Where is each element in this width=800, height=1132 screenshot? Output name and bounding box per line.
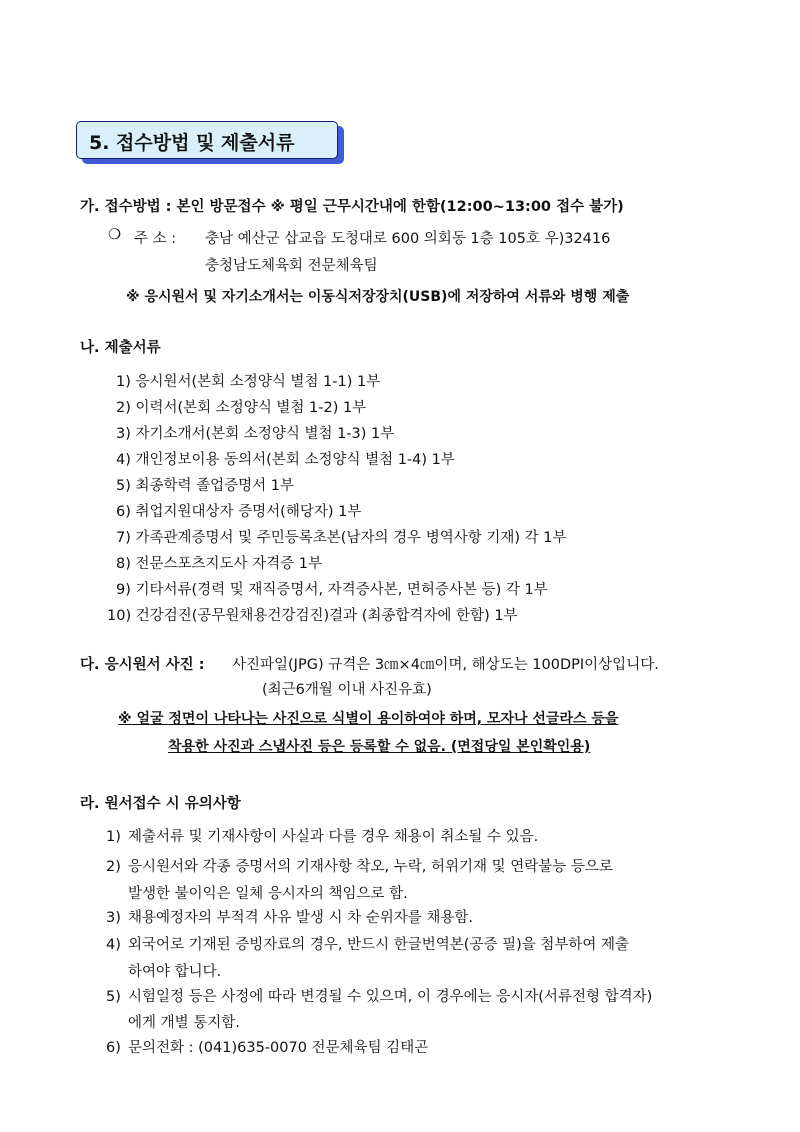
- list-item: 1) 제출서류 및 기재사항이 사실과 다를 경우 채용이 취소될 수 있음.: [106, 829, 539, 845]
- ra-heading: 라. 원서접수 시 유의사항: [80, 796, 241, 812]
- list-item: 3) 자기소개서(본회 소정양식 별첨 1-3) 1부: [116, 426, 395, 442]
- list-item: 1) 응시원서(본회 소정양식 별첨 1-1) 1부: [116, 374, 381, 390]
- list-item: 10) 건강검진(공무원채용건강검진)결과 (최종합격자에 한함) 1부: [107, 608, 518, 624]
- list-item: 6) 문의전화 : (041)635-0070 전문체육팀 김태곤: [106, 1040, 429, 1056]
- section-title: 5. 접수방법 및 제출서류: [89, 132, 295, 154]
- na-heading: 나. 제출서류: [80, 340, 161, 356]
- photo-note-line-2: 착용한 사진과 스냅사진 등은 등록할 수 없음. (면접당일 본인확인용): [168, 739, 591, 755]
- ga-heading: 가. 접수방법 : 본인 방문접수 ※ 평일 근무시간내에 한함(12:00~13:00 접수 불가): [80, 199, 624, 215]
- photo-note-line-1: ※ 얼굴 정면이 나타나는 사진으로 식별이 용이하여야 하며, 모자나 선글라스 등을: [118, 711, 619, 727]
- usb-note: ※ 응시원서 및 자기소개서는 이동식저장장치(USB)에 저장하여 서류와 병행 제출: [126, 289, 630, 305]
- photo-spec: 사진파일(JPG) 규격은 3㎝×4㎝이며, 해상도는 100DPI이상입니다.: [232, 657, 659, 673]
- list-item: 5) 최종학력 졸업증명서 1부: [116, 478, 295, 494]
- address-label: 주 소 :: [134, 231, 177, 247]
- list-item: 6) 취업지원대상자 증명서(해당자) 1부: [116, 504, 362, 520]
- list-item-continued: 발생한 불이익은 일체 응시자의 책임으로 함.: [128, 886, 408, 902]
- list-item: 8) 전문스포츠지도사 자격증 1부: [116, 556, 323, 572]
- list-item-continued: 하여야 합니다.: [128, 964, 222, 980]
- list-item: 2) 응시원서와 각종 증명서의 기재사항 착오, 누락, 허위기재 및 연락불능 등으로: [106, 859, 613, 875]
- photo-validity: (최근6개월 이내 사진유효): [262, 682, 432, 698]
- da-heading: 다. 응시원서 사진 :: [80, 657, 205, 673]
- address-line-1: 충남 예산군 삽교읍 도청대로 600 의회동 1층 105호 우)32416: [205, 231, 611, 247]
- list-item: 7) 가족관계증명서 및 주민등록초본(남자의 경우 병역사항 기재) 각 1부: [116, 530, 567, 546]
- list-item: 5) 시험일정 등은 사정에 따라 변경될 수 있으며, 이 경우에는 응시자(서류전형 합격자): [106, 989, 653, 1005]
- list-item-continued: 에게 개별 통지함.: [128, 1015, 240, 1031]
- address-bullet: ❍: [108, 227, 121, 243]
- list-item: 3) 채용예정자의 부적격 사유 발생 시 차 순위자를 채용함.: [106, 910, 474, 926]
- address-line-2: 충청남도체육회 전문체육팀: [205, 258, 378, 274]
- list-item: 2) 이력서(본회 소정양식 별첨 1-2) 1부: [116, 400, 367, 416]
- section-title-box: [76, 121, 338, 159]
- list-item: 4) 외국어로 기재된 증빙자료의 경우, 반드시 한글번역본(공증 필)을 첨부하여 제출: [106, 937, 630, 953]
- list-item: 4) 개인정보이용 동의서(본회 소정양식 별첨 1-4) 1부: [116, 452, 455, 468]
- list-item: 9) 기타서류(경력 및 재직증명서, 자격증사본, 면허증사본 등) 각 1부: [116, 582, 548, 598]
